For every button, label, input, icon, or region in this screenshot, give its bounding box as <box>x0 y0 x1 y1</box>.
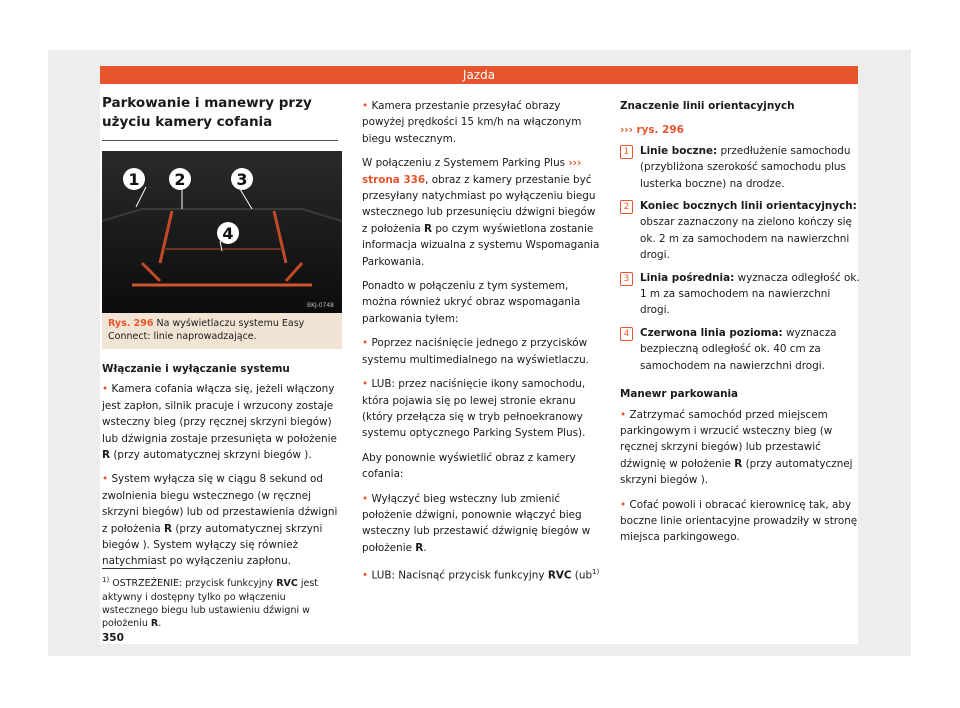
camera-view-illustration <box>102 151 342 313</box>
running-header: Jazda <box>100 66 858 84</box>
callout-1: 1 <box>128 170 140 189</box>
list-item: 3 Linia pośrednia: wyznacza odległość ok. 1 m za samochodem na nawierzchni drogi. <box>620 270 860 319</box>
column-left <box>102 95 342 578</box>
bullet-paragraph: • Poprzez naciśnięcie jednego z przycisków systemu multimedialnego na wyświetlaczu. <box>362 337 589 366</box>
column-right <box>620 98 860 554</box>
figure-number: Rys. 296 <box>108 318 154 329</box>
page-number: 350 <box>102 632 124 644</box>
bullet-paragraph: • Wyłączyć bieg wsteczny lub zmienić położenie dźwigni, ponownie włączyć bieg wsteczny lub przestawić dźwignię biegów w położenie R. <box>362 492 591 554</box>
item-number-badge: 3 <box>620 272 633 286</box>
footnote-rule <box>102 568 156 569</box>
list-item: 2 Koniec bocznych linii orientacyjnych: obszar zaznaczony na zielono kończy się ok. 2 m za samochodem na nawierzchni drogi. <box>620 198 860 264</box>
list-item: 1 Linie boczne: przedłużenie samochodu (przybliżona szerokość samochodu plus lusterka boczne) na drodze. <box>620 143 860 192</box>
section-heading: Parkowanie i manewry przy użyciu kamery cofania <box>102 95 312 130</box>
subsection-heading: Znaczenie linii orientacyjnych <box>620 100 795 112</box>
list-item: 4 Czerwona linia pozioma: wyznacza bezpieczną odległość ok. 40 cm za samochodem na nawierzchni drogi. <box>620 325 860 374</box>
item-number-badge: 4 <box>620 327 633 341</box>
heading-rule <box>102 140 338 141</box>
bullet-paragraph: • Zatrzymać samochód przed miejscem parkingowym i wrzucić wsteczny bieg (w ręcznej skrzyni biegów) lub przestawić dźwignię w położenie R (przy automatycznej skrzyni biegów ). <box>620 408 853 487</box>
bullet-paragraph: • Cofać powoli i obracać kierownicę tak, aby boczne linie orientacyjne prowadziły w stronę miejsca parkingowego. <box>620 498 858 544</box>
item-number-badge: 1 <box>620 145 633 159</box>
callout-2: 2 <box>174 170 186 189</box>
figure-caption <box>102 313 342 349</box>
item-number-badge: 2 <box>620 200 633 214</box>
column-middle <box>362 98 602 592</box>
body-paragraph: Aby ponownie wyświetlić obraz z kamery cofania: <box>362 451 576 481</box>
bullet-paragraph: • Kamera cofania włącza się, jeżeli włączony jest zapłon, silnik pracuje i wrzucony zostaje wsteczny bieg (przy ręcznej skrzyni biegów) lub dźwignia zostaje przesunięta w położenie R (przy automatycznej skrzyni biegów ). <box>102 383 337 462</box>
body-paragraph: Ponadto w połączeniu z tym systemem, można również ukryć obraz wspomagania parkowania tyłem: <box>362 280 581 325</box>
body-paragraph: W połączeniu z Systemem Parking Plus ››› strona 336, obraz z kamery przestanie być przesyłany natychmiast po wyłączeniu biegu wstecznego lub przesunięciu dźwigni biegów z położenia R po czym wyświetlona zostanie informacja wizualna z systemu Wspomagania Parkowania. <box>362 157 600 268</box>
figure-code: BKJ-0748 <box>306 302 334 309</box>
bullet-paragraph: • Kamera przestanie przesyłać obrazy powyżej prędkości 15 km/h na włączonym biegu wstecznym. <box>362 100 582 145</box>
bullet-paragraph: • System wyłącza się w ciągu 8 sekund od zwolnienia biegu wstecznego (w ręcznej skrzyni biegów) lub od przestawienia dźwigni z położenia R (przy automatycznej skrzyni biegów ). System wyłączy się również natychmiast po wyłączeniu zapłonu. <box>102 473 338 568</box>
callout-4: 4 <box>222 224 234 243</box>
bullet-paragraph: • LUB: przez naciśnięcie ikony samochodu, która pojawia się po lewej stronie ekranu (który przełącza się w tryb pełnoekranowy systemu optycznego Parking System Plus). <box>362 378 586 440</box>
bullet-paragraph: • LUB: Nacisnąć przycisk funkcyjny RVC ($ub^{1)}$ <box>362 568 600 582</box>
camera-figure <box>102 151 342 313</box>
callout-3: 3 <box>236 170 248 189</box>
footnote-marker: 1) <box>592 568 600 577</box>
page-reference-link[interactable]: ››› strona 336 <box>362 157 582 186</box>
figure-caption-text: Na wyświetlaczu systemu Easy Connect: linie naprowadzające. <box>108 318 305 342</box>
subsection-heading: Manewr parkowania <box>620 388 739 401</box>
figure-reference-link[interactable]: ››› rys. 296 <box>620 124 684 137</box>
subsection-heading: Włączanie i wyłączanie systemu <box>102 363 290 375</box>
footnote: $^{1)}$ OSTRZEŻENIE: przycisk funkcyjny RVC jest aktywny i dostępny tylko po włączeniu wstecznego biegu lub ustawieniu dźwigni w położeniu R. <box>102 576 319 630</box>
